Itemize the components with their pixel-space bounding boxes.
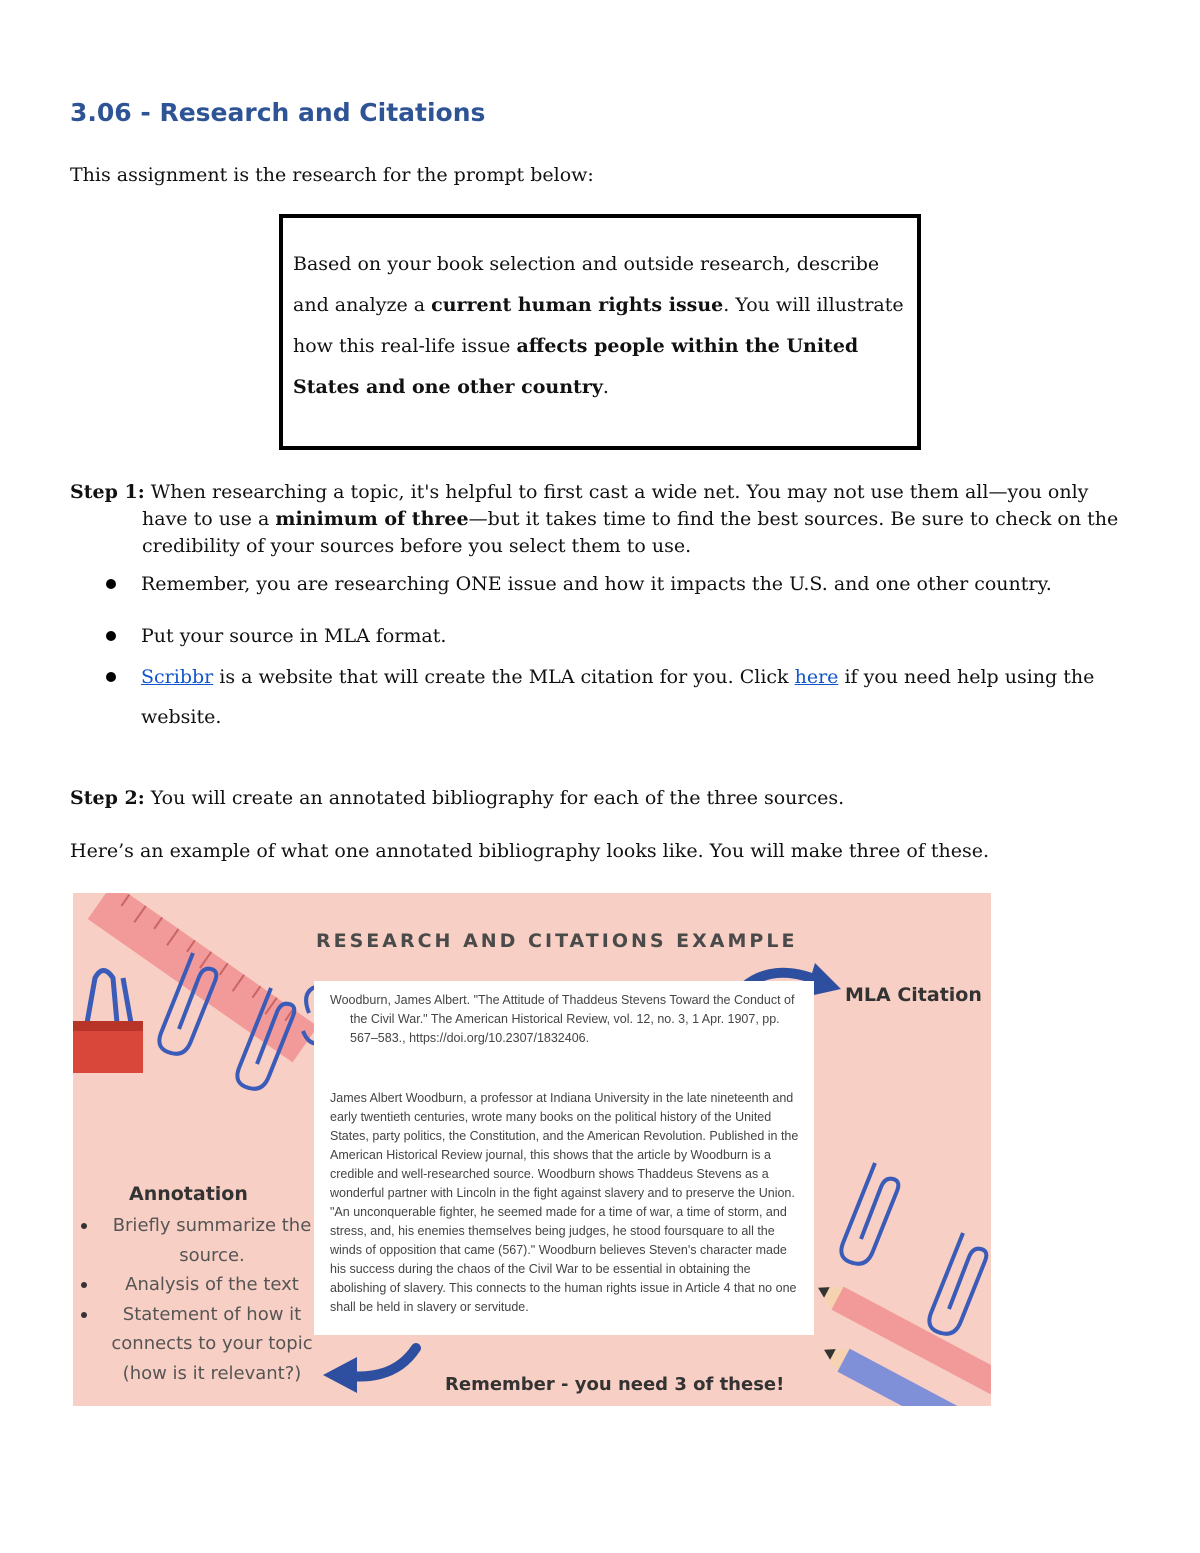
step-2-text: Step 2: You will create an annotated bibliography for each of the three sources. (70, 787, 845, 809)
bullet-icon (81, 1282, 87, 1288)
bullet-icon (106, 579, 116, 589)
infographic-title: RESEARCH AND CITATIONS EXAMPLE (316, 930, 798, 952)
scribbr-link[interactable]: Scribbr (141, 666, 214, 688)
step-2-label: Step 2: (70, 787, 145, 809)
bullet-icon (106, 631, 116, 641)
annotation-point: Briefly summarize the source. (73, 1211, 321, 1270)
step-1-label: Step 1: (70, 481, 145, 503)
paperclip-icon-4 (841, 1163, 898, 1264)
binder-clip-icon (73, 971, 143, 1074)
annotation-points (73, 1211, 321, 1388)
remember-note: Remember - you need 3 of these! (445, 1374, 785, 1395)
arrow-to-annotation-icon (323, 1348, 416, 1393)
annotation-text: James Albert Woodburn, a professor at Indiana University in the late nineteenth and early twentieth centuries, wrote many books on the political history of the United States, party politics, the Constitution, and the American Revolution. Published in the American Historical Review journal, this shows that the article by Woodburn is a credible and well-researched source. Woodburn shows Thaddeus Stevens as a wonderful partner with Lincoln in the fight against slavery and to preserve the Union. "An unconquerable fighter, he seemed made for a time of war, a time of storm, and stress, and, his enemies themselves being judges, he stood foursquare to all the winds of opposition that came (567)." Woodburn believes Steven's character made his success during the chaos of the Civil War to be essential in obtaining the abolishing of slavery. This connects to the human rights issue in Article 4 that no one shall be held in slavery or servitude. (330, 1091, 799, 1314)
here-link[interactable]: here (794, 666, 839, 688)
example-intro: Here’s an example of what one annotated bibliography looks like. You will make three of these. (70, 840, 990, 862)
step-1-text: Step 1: When researching a topic, it's helpful to first cast a wide net. You may not use them all—you only have to use a minimum of three—but it takes time to find the best sources. Be sure to check on the credibility of your sources before you select them to use. (70, 481, 1119, 557)
mla-citation-text: Woodburn, James Albert. "The Attitude of Thaddeus Stevens Toward the Conduct of the Civil War." The American Historical Review, vol. 12, no. 3, 1 Apr. 1907, pp. 567–583., https://doi.org/10.2307/1832406. (330, 993, 795, 1045)
bullet-icon (106, 672, 116, 682)
intro-text: This assignment is the research for the prompt below: (70, 164, 594, 186)
mla-citation-label: MLA Citation (845, 984, 982, 1006)
annotation-heading: Annotation (129, 1183, 248, 1205)
example-infographic (73, 893, 991, 1406)
citation-card (314, 981, 814, 1335)
prompt-box (279, 214, 921, 450)
bullet-icon (81, 1223, 87, 1229)
prompt-text: Based on your book selection and outside research, describe and analyze a current human rights issue. You will illustrate how this real-life issue affects people within the United States and one other country. (293, 253, 904, 398)
annotation-point: Analysis of the text (73, 1270, 321, 1300)
paperclip-icon-5 (929, 1233, 986, 1334)
page-title: 3.06 - Research and Citations (70, 98, 486, 127)
bullet-icon (81, 1312, 87, 1318)
annotation-point: Statement of how it connects to your topic (how is it relevant?) (73, 1300, 321, 1389)
